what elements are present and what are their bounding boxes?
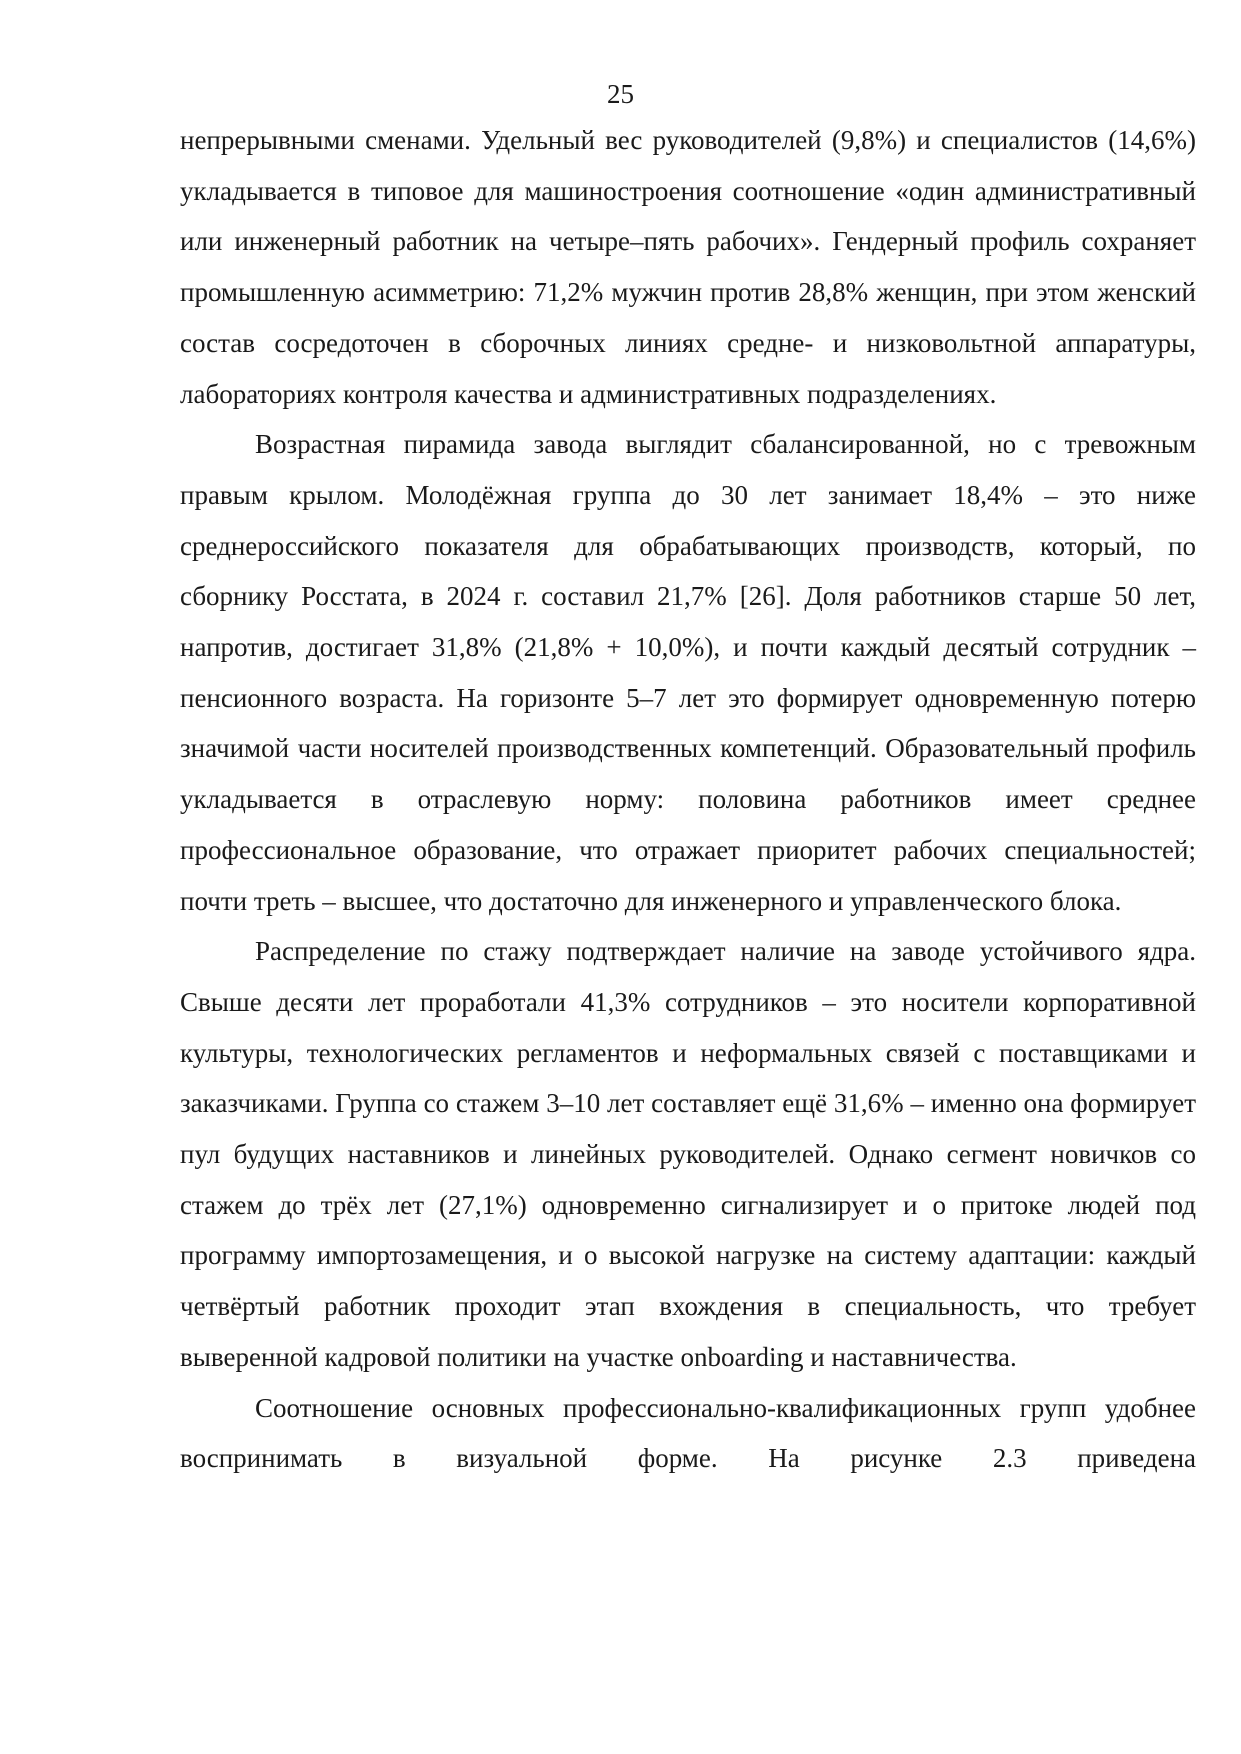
paragraph-age-pyramid: Возрастная пирамида завода выглядит сбалансированной, но с тревожным правым крылом. Молодёжная группа до 30 лет занимает 18,4% – это ниже среднероссийского показателя для обрабатывающих производств, который, по сборнику Росстата, в 2024 г. составил 21,7% [26]. Доля работников старше 50 лет, напротив, достигает 31,8% (21,8% + 10,0%), и почти каждый десятый сотрудник – пенсионного возраста. На горизонте 5–7 лет это формирует одновременную потерю значимой части носителей производственных компетенций. Образовательный профиль укладывается в отраслевую норму: половина работников имеет среднее профессиональное образование, что отражает приоритет рабочих специальностей; почти треть – высшее, что достаточно для инженерного и управленческого блока. bbox=[180, 429, 1196, 916]
paragraph-qualification-groups: Соотношение основных профессионально-квалификационных групп удобнее воспринимать в визуальной форме. На рисунке 2.3 приведена bbox=[180, 1392, 1196, 1474]
page-number: 25 bbox=[607, 79, 634, 109]
paragraph-staff-structure: непрерывными сменами. Удельный вес руководителей (9,8%) и специалистов (14,6%) укладывается в типовое для машиностроения соотношение «один административный или инженерный работник на четыре–пять рабочих». Гендерный профиль сохраняет промышленную асимметрию: 71,2% мужчин против 28,8% женщин, при этом женский состав сосредоточен в сборочных линиях средне- и низковольтной аппаратуры, лабораториях контроля качества и административных подразделениях. bbox=[180, 125, 1196, 409]
paragraph-work-experience: Распределение по стажу подтверждает наличие на заводе устойчивого ядра. Свыше десяти лет проработали 41,3% сотрудников – это носители корпоративной культуры, технологических регламентов и неформальных связей с поставщиками и заказчиками. Группа со стажем 3–10 лет составляет ещё 31,6% – именно она формирует пул будущих наставников и линейных руководителей. Однако сегмент новичков со стажем до трёх лет (27,1%) одновременно сигнализирует и о притоке людей под программу импортозамещения, и о высокой нагрузке на систему адаптации: каждый четвёртый работник проходит этап вхождения в специальность, что требует выверенной кадровой политики на участке onboarding и наставничества. bbox=[180, 936, 1196, 1372]
page-body bbox=[180, 115, 1196, 1484]
